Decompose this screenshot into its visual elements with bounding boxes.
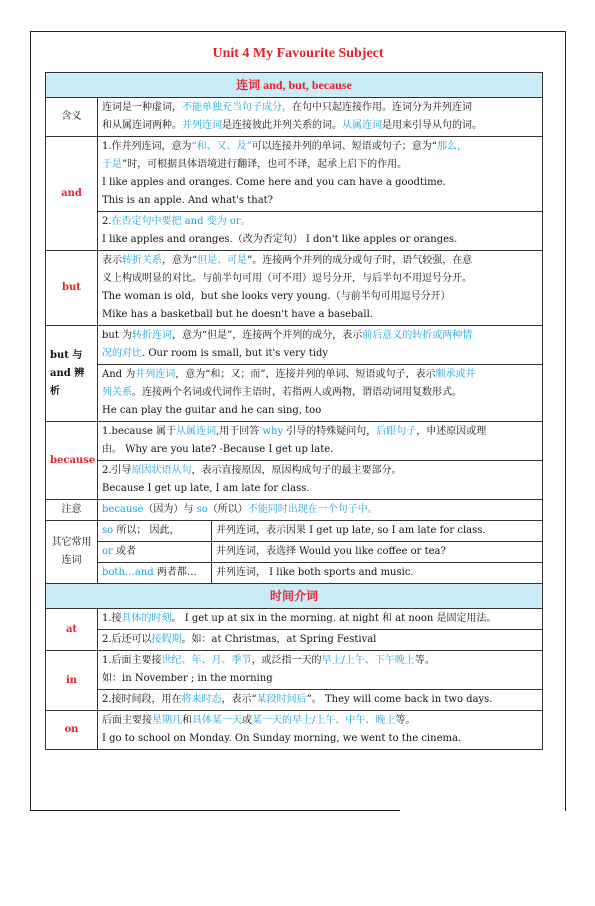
row-in-2	[46, 690, 543, 711]
at-usage-1: 1.接具体的时刻。 I get up at six in the morning. at night 和 at noon 是固定用法。	[98, 609, 543, 630]
but-usage: 表示转折关系，意为“但是、可是”。连接两个并列的成分或句子时，语气较强，在意 义上构成明显的对比。与前半句可用（可不用）逗号分开，与后半句不用逗号分开。 The woman is old，but she looks very young.（与前半句可用逗号分开） Mike has a basketball but he doesn't have a baseball.	[98, 251, 543, 326]
row-other-3	[46, 563, 543, 584]
page-title: Unit 4 My Favourite Subject	[212, 46, 384, 61]
row-and-1	[46, 137, 543, 212]
row-in-1	[46, 651, 543, 690]
other-desc-cell: 并列连词，表示因果 I get up late, so I am late for class.	[212, 521, 543, 542]
label-other: 其它常用连词	[46, 521, 98, 584]
label-at: at	[46, 609, 98, 651]
row-at-2	[46, 630, 543, 651]
because-usage-1: 1.because 属于从属连词,用于回答 why 引导的特殊疑问句，后跟句子，申述原因或理 由。 Why are you late? -Because I get up late.	[98, 422, 543, 461]
other-word-cell: both…and 两者都…	[98, 563, 212, 584]
section-header-conj	[46, 73, 543, 98]
section-title-conj: 连词 and, but, because	[46, 73, 543, 98]
and-usage-2: 2.在否定句中要把 and 变为 or。 I like apples and oranges.（改为否定句） I don't like apples or oranges.	[98, 212, 543, 251]
on-usage: 后面主要接星期几和具体某一天或某一天的早上/上午、中午、晚上等。 I go to school on Monday. On Sunday morning, we went to the cinema.	[98, 711, 543, 750]
other-word-cell: so 所以； 因此，	[98, 521, 212, 542]
label-note: 注意	[46, 500, 98, 521]
label-in: in	[46, 651, 98, 711]
butand-usage-2: And 为并列连词，意为“和；又；而”，连接并列的单词、短语或句子，表示顺承或并 列关系。连接两个名词或代词作主语时，若指两人或两物，谓语动词用复数形式。 He can play the guitar and he can sing, too	[98, 365, 543, 422]
row-but	[46, 251, 543, 326]
row-butand-2	[46, 365, 543, 422]
at-usage-2: 2.后还可以接假期。如：at Christmas，at Spring Festival	[98, 630, 543, 651]
label-because: because	[46, 422, 98, 500]
in-usage-2: 2.接时间段，用在将来时态，表示“某段时间后”。 They will come back in two days.	[98, 690, 543, 711]
butand-usage-1: but 为转折连词，意为“但是”，连接两个并列的成分，表示前后意义的转折或两种情 况的对比. Our room is small, but it's very tidy	[98, 326, 543, 365]
section-title-prep: 时间介词	[46, 584, 543, 609]
meaning-text: 连词是一种虚词，不能单独充当句子成分，在句中只起连接作用。连词分为并列连词 和从属连词两种。并列连词是连接彼此并列关系的词。从属连词是用来引导从句的词。	[98, 98, 543, 137]
because-usage-2: 2.引导原因状语从句，表示直接原因，原因构成句子的最主要部分。 Because I get up late, I am late for class.	[98, 461, 543, 500]
row-because-2	[46, 461, 543, 500]
in-usage-1: 1.后面主要接世纪、年、月、季节，或泛指一天的早上/上午、下午晚上等。 如：in November ; in the morning	[98, 651, 543, 690]
row-butand-1	[46, 326, 543, 365]
row-note	[46, 500, 543, 521]
row-at-1	[46, 609, 543, 630]
other-desc-cell: 并列连词， I like both sports and music.	[212, 563, 543, 584]
grammar-table	[45, 72, 543, 750]
label-but: but	[46, 251, 98, 326]
label-butand: but 与 and 辨析	[46, 326, 98, 422]
note-text: because（因为）与 so（所以）不能同时出现在一个句子中。	[98, 500, 543, 521]
row-on	[46, 711, 543, 750]
row-and-2	[46, 212, 543, 251]
row-meaning	[46, 98, 543, 137]
label-on: on	[46, 711, 98, 750]
other-word-cell: or 或者	[98, 542, 212, 563]
row-other-1	[46, 521, 543, 542]
label-meaning: 含义	[46, 98, 98, 137]
and-usage-1: 1.作并列连词，意为“和、又、及”可以连接并列的单词、短语或句子；意为“那么， 于是”时，可根据具体语境进行翻译，也可不译，起承上启下的作用。 I like apples and oranges. Come here and you can have a goodtime. This is an apple. And what's that?	[98, 137, 543, 212]
label-and: and	[46, 137, 98, 251]
row-other-2	[46, 542, 543, 563]
bottom-rule	[30, 810, 400, 811]
section-header-prep	[46, 584, 543, 609]
other-desc-cell: 并列连词，表选择 Would you like coffee or tea?	[212, 542, 543, 563]
row-because-1	[46, 422, 543, 461]
